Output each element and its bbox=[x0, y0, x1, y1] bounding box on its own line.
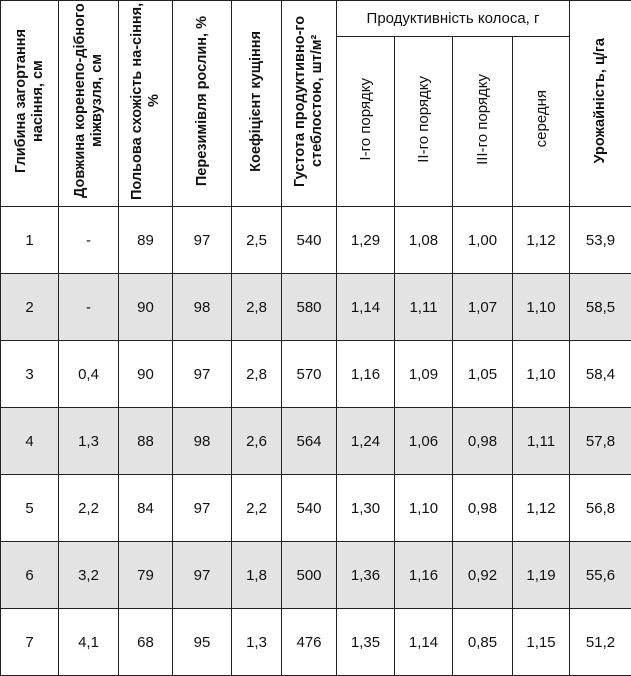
header-average-label: середня bbox=[533, 90, 550, 147]
cell-density: 580 bbox=[282, 274, 337, 341]
cell-overwintering: 98 bbox=[173, 274, 232, 341]
cell-tillering: 2,8 bbox=[232, 341, 282, 408]
cell-order1: 1,35 bbox=[337, 609, 395, 676]
header-overwintering-label: Перезимівля рослин, % bbox=[194, 16, 211, 186]
header-order1-label: I-го порядку bbox=[357, 78, 374, 161]
cell-average: 1,19 bbox=[513, 542, 570, 609]
cell-depth: 2 bbox=[1, 274, 59, 341]
header-yield bbox=[570, 1, 631, 207]
header-order3-label: III-го порядку bbox=[474, 74, 491, 165]
cell-yield: 55,6 bbox=[570, 542, 631, 609]
cell-overwintering: 98 bbox=[173, 408, 232, 475]
cell-overwintering: 95 bbox=[173, 609, 232, 676]
header-germination bbox=[119, 1, 173, 207]
cell-density: 540 bbox=[282, 207, 337, 274]
cell-order2: 1,14 bbox=[395, 609, 453, 676]
table-body bbox=[1, 207, 631, 676]
table-row bbox=[1, 207, 631, 274]
header-node-length-label: Довжина коренепо-дібного міжвузля, см bbox=[72, 1, 106, 201]
cell-yield: 53,9 bbox=[570, 207, 631, 274]
cell-average: 1,12 bbox=[513, 475, 570, 542]
cell-order3: 0,98 bbox=[453, 475, 513, 542]
header-tillering-label: Коефіцієнт кущіння bbox=[248, 31, 265, 172]
cell-order3: 1,07 bbox=[453, 274, 513, 341]
table-row bbox=[1, 542, 631, 609]
cell-germination: 90 bbox=[119, 341, 173, 408]
cell-node-length: 0,4 bbox=[59, 341, 119, 408]
cell-yield: 58,4 bbox=[570, 341, 631, 408]
cell-tillering: 2,6 bbox=[232, 408, 282, 475]
cell-density: 564 bbox=[282, 408, 337, 475]
cell-density: 476 bbox=[282, 609, 337, 676]
cell-order1: 1,36 bbox=[337, 542, 395, 609]
cell-yield: 56,8 bbox=[570, 475, 631, 542]
cell-yield: 51,2 bbox=[570, 609, 631, 676]
cell-order1: 1,30 bbox=[337, 475, 395, 542]
cell-average: 1,12 bbox=[513, 207, 570, 274]
header-order2-label: II-го порядку bbox=[415, 76, 432, 163]
header-order2 bbox=[395, 37, 453, 207]
cell-node-length: - bbox=[59, 274, 119, 341]
cell-depth: 1 bbox=[1, 207, 59, 274]
header-order1 bbox=[337, 37, 395, 207]
cell-average: 1,10 bbox=[513, 274, 570, 341]
cell-node-length: 2,2 bbox=[59, 475, 119, 542]
cell-node-length: - bbox=[59, 207, 119, 274]
cell-order1: 1,16 bbox=[337, 341, 395, 408]
header-yield-label: Урожайність, ц/га bbox=[592, 38, 609, 163]
cell-order2: 1,16 bbox=[395, 542, 453, 609]
cell-depth: 5 bbox=[1, 475, 59, 542]
cell-germination: 90 bbox=[119, 274, 173, 341]
cell-average: 1,10 bbox=[513, 341, 570, 408]
header-node-length bbox=[59, 1, 119, 207]
cell-depth: 6 bbox=[1, 542, 59, 609]
cell-density: 570 bbox=[282, 341, 337, 408]
cell-overwintering: 97 bbox=[173, 542, 232, 609]
cell-order1: 1,24 bbox=[337, 408, 395, 475]
cell-order3: 0,92 bbox=[453, 542, 513, 609]
table-header bbox=[1, 1, 631, 207]
header-density bbox=[282, 1, 337, 207]
header-order3 bbox=[453, 37, 513, 207]
cell-germination: 84 bbox=[119, 475, 173, 542]
cell-tillering: 2,5 bbox=[232, 207, 282, 274]
header-depth bbox=[1, 1, 59, 207]
cell-germination: 79 bbox=[119, 542, 173, 609]
cell-order3: 1,05 bbox=[453, 341, 513, 408]
cell-tillering: 1,3 bbox=[232, 609, 282, 676]
table-row bbox=[1, 341, 631, 408]
cell-order1: 1,29 bbox=[337, 207, 395, 274]
header-depth-label: Глибина загортання насіння, см bbox=[13, 1, 47, 201]
cell-yield: 58,5 bbox=[570, 274, 631, 341]
table-row bbox=[1, 609, 631, 676]
header-density-label: Густота продуктивно-го стеблостою, шт/м² bbox=[292, 1, 326, 201]
cell-germination: 89 bbox=[119, 207, 173, 274]
cell-node-length: 1,3 bbox=[59, 408, 119, 475]
cell-order2: 1,09 bbox=[395, 341, 453, 408]
table-row bbox=[1, 408, 631, 475]
cell-order2: 1,10 bbox=[395, 475, 453, 542]
cell-average: 1,15 bbox=[513, 609, 570, 676]
header-tillering bbox=[232, 1, 282, 207]
table-row bbox=[1, 274, 631, 341]
cell-average: 1,11 bbox=[513, 408, 570, 475]
cell-overwintering: 97 bbox=[173, 207, 232, 274]
cell-order3: 0,85 bbox=[453, 609, 513, 676]
header-overwintering bbox=[173, 1, 232, 207]
cell-order3: 0,98 bbox=[453, 408, 513, 475]
cell-depth: 3 bbox=[1, 341, 59, 408]
cell-overwintering: 97 bbox=[173, 341, 232, 408]
cell-density: 500 bbox=[282, 542, 337, 609]
cell-order2: 1,06 bbox=[395, 408, 453, 475]
cell-germination: 88 bbox=[119, 408, 173, 475]
cell-order2: 1,08 bbox=[395, 207, 453, 274]
cell-tillering: 2,2 bbox=[232, 475, 282, 542]
cell-tillering: 2,8 bbox=[232, 274, 282, 341]
cell-depth: 7 bbox=[1, 609, 59, 676]
cell-node-length: 4,1 bbox=[59, 609, 119, 676]
cell-node-length: 3,2 bbox=[59, 542, 119, 609]
cell-order1: 1,14 bbox=[337, 274, 395, 341]
cell-germination: 68 bbox=[119, 609, 173, 676]
table-row bbox=[1, 475, 631, 542]
header-germination-label: Польова схожість на-сіння, % bbox=[129, 1, 163, 201]
cell-order2: 1,11 bbox=[395, 274, 453, 341]
header-average bbox=[513, 37, 570, 207]
cell-tillering: 1,8 bbox=[232, 542, 282, 609]
cell-order3: 1,00 bbox=[453, 207, 513, 274]
header-productivity-group: Продуктивність колоса, г bbox=[337, 1, 570, 37]
cell-overwintering: 97 bbox=[173, 475, 232, 542]
cell-yield: 57,8 bbox=[570, 408, 631, 475]
cell-depth: 4 bbox=[1, 408, 59, 475]
cell-density: 540 bbox=[282, 475, 337, 542]
